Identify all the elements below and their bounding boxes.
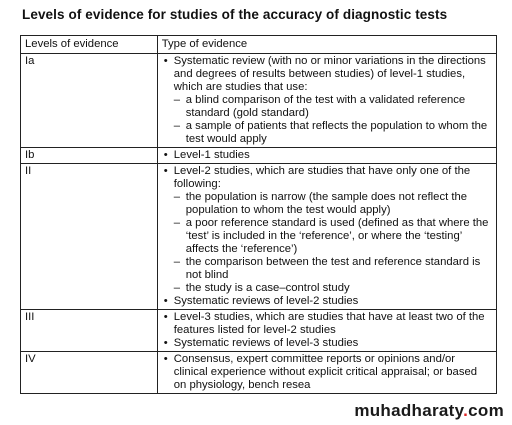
table-row bbox=[21, 148, 497, 164]
item-text: a sample of patients that reflects the population to whom the test would apply bbox=[185, 120, 488, 145]
column-header-type: Type of evidence bbox=[157, 36, 496, 54]
bullet-icon: • bbox=[163, 311, 168, 323]
table-row bbox=[21, 164, 497, 310]
watermark-dot: . bbox=[463, 401, 469, 420]
table-body bbox=[21, 54, 497, 394]
item-text: the population is narrow (the sample does not reflect the population to whom the test would apply) bbox=[185, 191, 468, 216]
dash-icon: – bbox=[173, 120, 181, 132]
evidence-level-cell: III bbox=[21, 310, 158, 352]
table-header-row bbox=[21, 36, 497, 54]
sub-item bbox=[162, 94, 492, 120]
evidence-type-cell bbox=[157, 54, 496, 148]
bullet-icon: • bbox=[163, 337, 168, 349]
evidence-type-cell bbox=[157, 164, 496, 310]
sub-item bbox=[162, 217, 492, 256]
item-text: Systematic reviews of level-3 studies bbox=[173, 337, 359, 349]
evidence-level-cell: II bbox=[21, 164, 158, 310]
table-row bbox=[21, 352, 497, 394]
item-text: the comparison between the test and reference standard is not blind bbox=[185, 256, 481, 281]
item-text: a blind comparison of the test with a validated reference standard (gold standard) bbox=[185, 94, 466, 119]
item-text: Systematic reviews of level-2 studies bbox=[173, 295, 359, 307]
item-text: Systematic review (with no or minor variations in the directions and degrees of results between studies) of level-1 studies, which are studies that use: bbox=[173, 55, 486, 93]
watermark bbox=[352, 401, 506, 421]
bullet-item bbox=[162, 55, 492, 94]
bullet-icon: • bbox=[163, 295, 168, 307]
bullet-item bbox=[162, 165, 492, 191]
table-row bbox=[21, 310, 497, 352]
evidence-type-cell bbox=[157, 352, 496, 394]
column-header-level: Levels of evidence bbox=[21, 36, 158, 54]
item-text: the study is a case–control study bbox=[185, 282, 350, 294]
bullet-item bbox=[162, 337, 492, 350]
bullet-item bbox=[162, 311, 492, 337]
dash-icon: – bbox=[173, 94, 181, 106]
evidence-level-cell: Ia bbox=[21, 54, 158, 148]
watermark-prefix: muhadharaty bbox=[354, 401, 464, 420]
item-text: Level-2 studies, which are studies that have only one of the following: bbox=[173, 165, 471, 190]
dash-icon: – bbox=[173, 282, 181, 294]
watermark-suffix: com bbox=[468, 401, 504, 420]
evidence-type-cell bbox=[157, 310, 496, 352]
table-row bbox=[21, 54, 497, 148]
dash-icon: – bbox=[173, 256, 181, 268]
bullet-icon: • bbox=[163, 55, 168, 67]
item-text: a poor reference standard is used (defined as that where the ‘test’ is included in the ‘reference’, or where the ‘testing’ affects the ‘reference’) bbox=[185, 217, 489, 255]
sub-item bbox=[162, 282, 492, 295]
item-text: Level-3 studies, which are studies that have at least two of the features listed for level-2 studies bbox=[173, 311, 485, 336]
evidence-levels-table bbox=[20, 35, 497, 394]
document-title: Levels of evidence for studies of the accuracy of diagnostic tests bbox=[22, 7, 448, 22]
bullet-item bbox=[162, 149, 492, 162]
bullet-item bbox=[162, 353, 492, 392]
bullet-icon: • bbox=[163, 353, 168, 365]
sub-item bbox=[162, 191, 492, 217]
bullet-icon: • bbox=[163, 165, 168, 177]
bullet-item bbox=[162, 295, 492, 308]
sub-item bbox=[162, 120, 492, 146]
evidence-level-cell: IV bbox=[21, 352, 158, 394]
dash-icon: – bbox=[173, 191, 181, 203]
dash-icon: – bbox=[173, 217, 181, 229]
item-text: Level-1 studies bbox=[173, 149, 250, 161]
evidence-type-cell bbox=[157, 148, 496, 164]
sub-item bbox=[162, 256, 492, 282]
evidence-level-cell: Ib bbox=[21, 148, 158, 164]
bullet-icon: • bbox=[163, 149, 168, 161]
item-text: Consensus, expert committee reports or opinions and/or clinical experience without explicit critical appraisal; or based on physiology, bench resea bbox=[173, 353, 478, 391]
